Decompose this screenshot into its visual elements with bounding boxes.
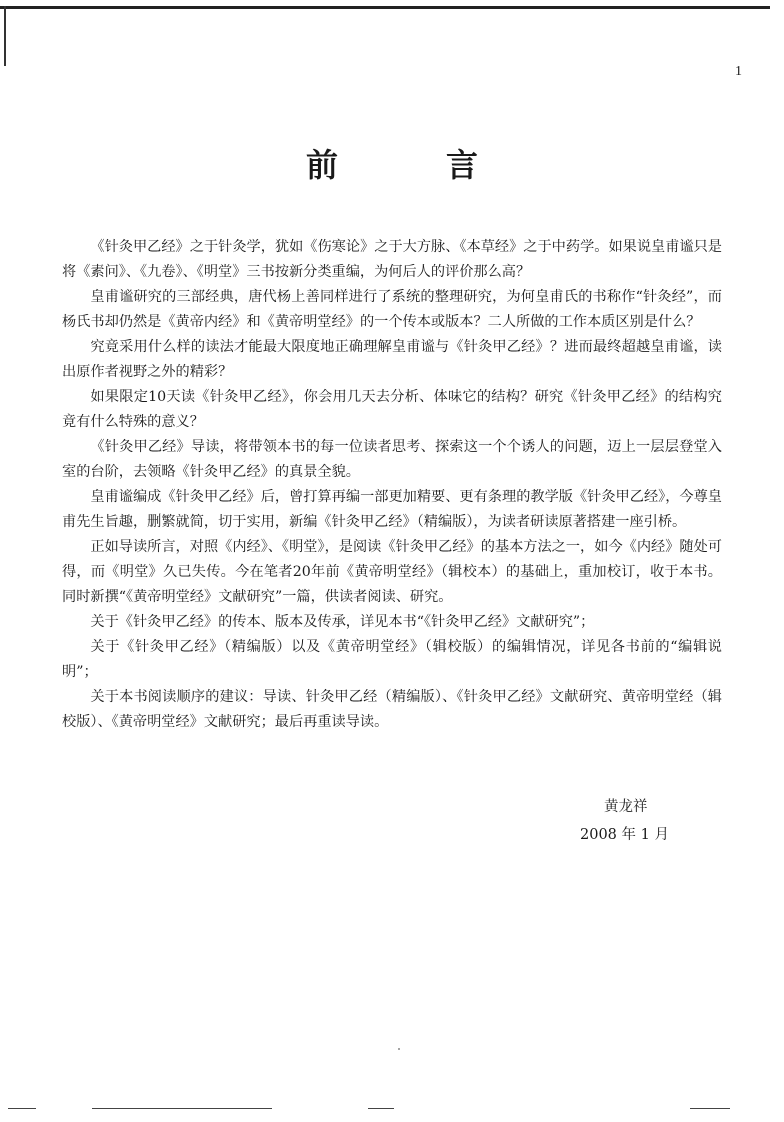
preface-body [62,235,722,735]
bottom-scan-line [368,1108,394,1109]
paragraph-7: 正如导读所言，对照《内经》、《明堂》，是阅读《针灸甲乙经》的基本方法之一，如今《内经》随处可得，而《明堂》久已失传。今在笔者20年前《黄帝明堂经》（辑校本）的基础上，重加校订，收于本书。同时新撰“《黄帝明堂经》文献研究”一篇，供读者阅读、研究。 [62,539,722,605]
paragraph-10: 关于本书阅读顺序的建议：导读、针灸甲乙经（精编版）、《针灸甲乙经》文献研究、黄帝明堂经（辑校版）、《黄帝明堂经》文献研究；最后再重读导读。 [62,689,722,730]
signature-block [580,793,669,849]
paragraph-4: 如果限定10天读《针灸甲乙经》，你会用几天去分析、体味它的结构？研究《针灸甲乙经》的结构究竟有什么特殊的意义？ [62,389,722,430]
bottom-scan-line [8,1108,36,1109]
paragraph-2: 皇甫谧研究的三部经典，唐代杨上善同样进行了系统的整理研究，为何皇甫氏的书称作“针灸经”，而杨氏书却仍然是《黄帝内经》和《黄帝明堂经》的一个传本或版本？二人所做的工作本质区别是什么？ [62,289,722,330]
paragraph-1: 《针灸甲乙经》之于针灸学，犹如《伤寒论》之于大方脉、《本草经》之于中药学。如果说皇甫谧只是将《素问》、《九卷》、《明堂》三书按新分类重编，为何后人的评价那么高？ [62,239,722,280]
top-border-rule [0,6,770,9]
signature-date: 2008 年 1 月 [580,827,669,843]
bottom-scan-line [92,1108,272,1109]
paragraph-9: 关于《针灸甲乙经》（精编版）以及《黄帝明堂经》（辑校版）的编辑情况，详见各书前的“编辑说明”； [62,639,722,680]
scan-speck [398,1048,400,1050]
paragraph-5: 《针灸甲乙经》导读，将带领本书的每一位读者思考、探索这一个个诱人的问题，迈上一层层登堂入室的台阶，去领略《针灸甲乙经》的真景全貌。 [62,439,722,480]
page-title: 前 言 [305,146,516,184]
paragraph-3: 究竟采用什么样的读法才能最大限度地正确理解皇甫谧与《针灸甲乙经》？进而最终超越皇甫谧，读出原作者视野之外的精彩？ [62,339,722,380]
bottom-scan-line [690,1108,730,1109]
author-name: 黄龙祥 [604,799,648,815]
page-number: 1 [735,64,742,79]
paragraph-8: 关于《针灸甲乙经》的传本、版本及传承，详见本书“《针灸甲乙经》文献研究”； [90,614,595,630]
left-border-rule [4,6,6,66]
paragraph-6: 皇甫谧编成《针灸甲乙经》后，曾打算再编一部更加精要、更有条理的教学版《针灸甲乙经》，今尊皇甫先生旨趣，删繁就简，切于实用，新编《针灸甲乙经》（精编版），为读者研读原著搭建一座引桥。 [62,489,722,530]
